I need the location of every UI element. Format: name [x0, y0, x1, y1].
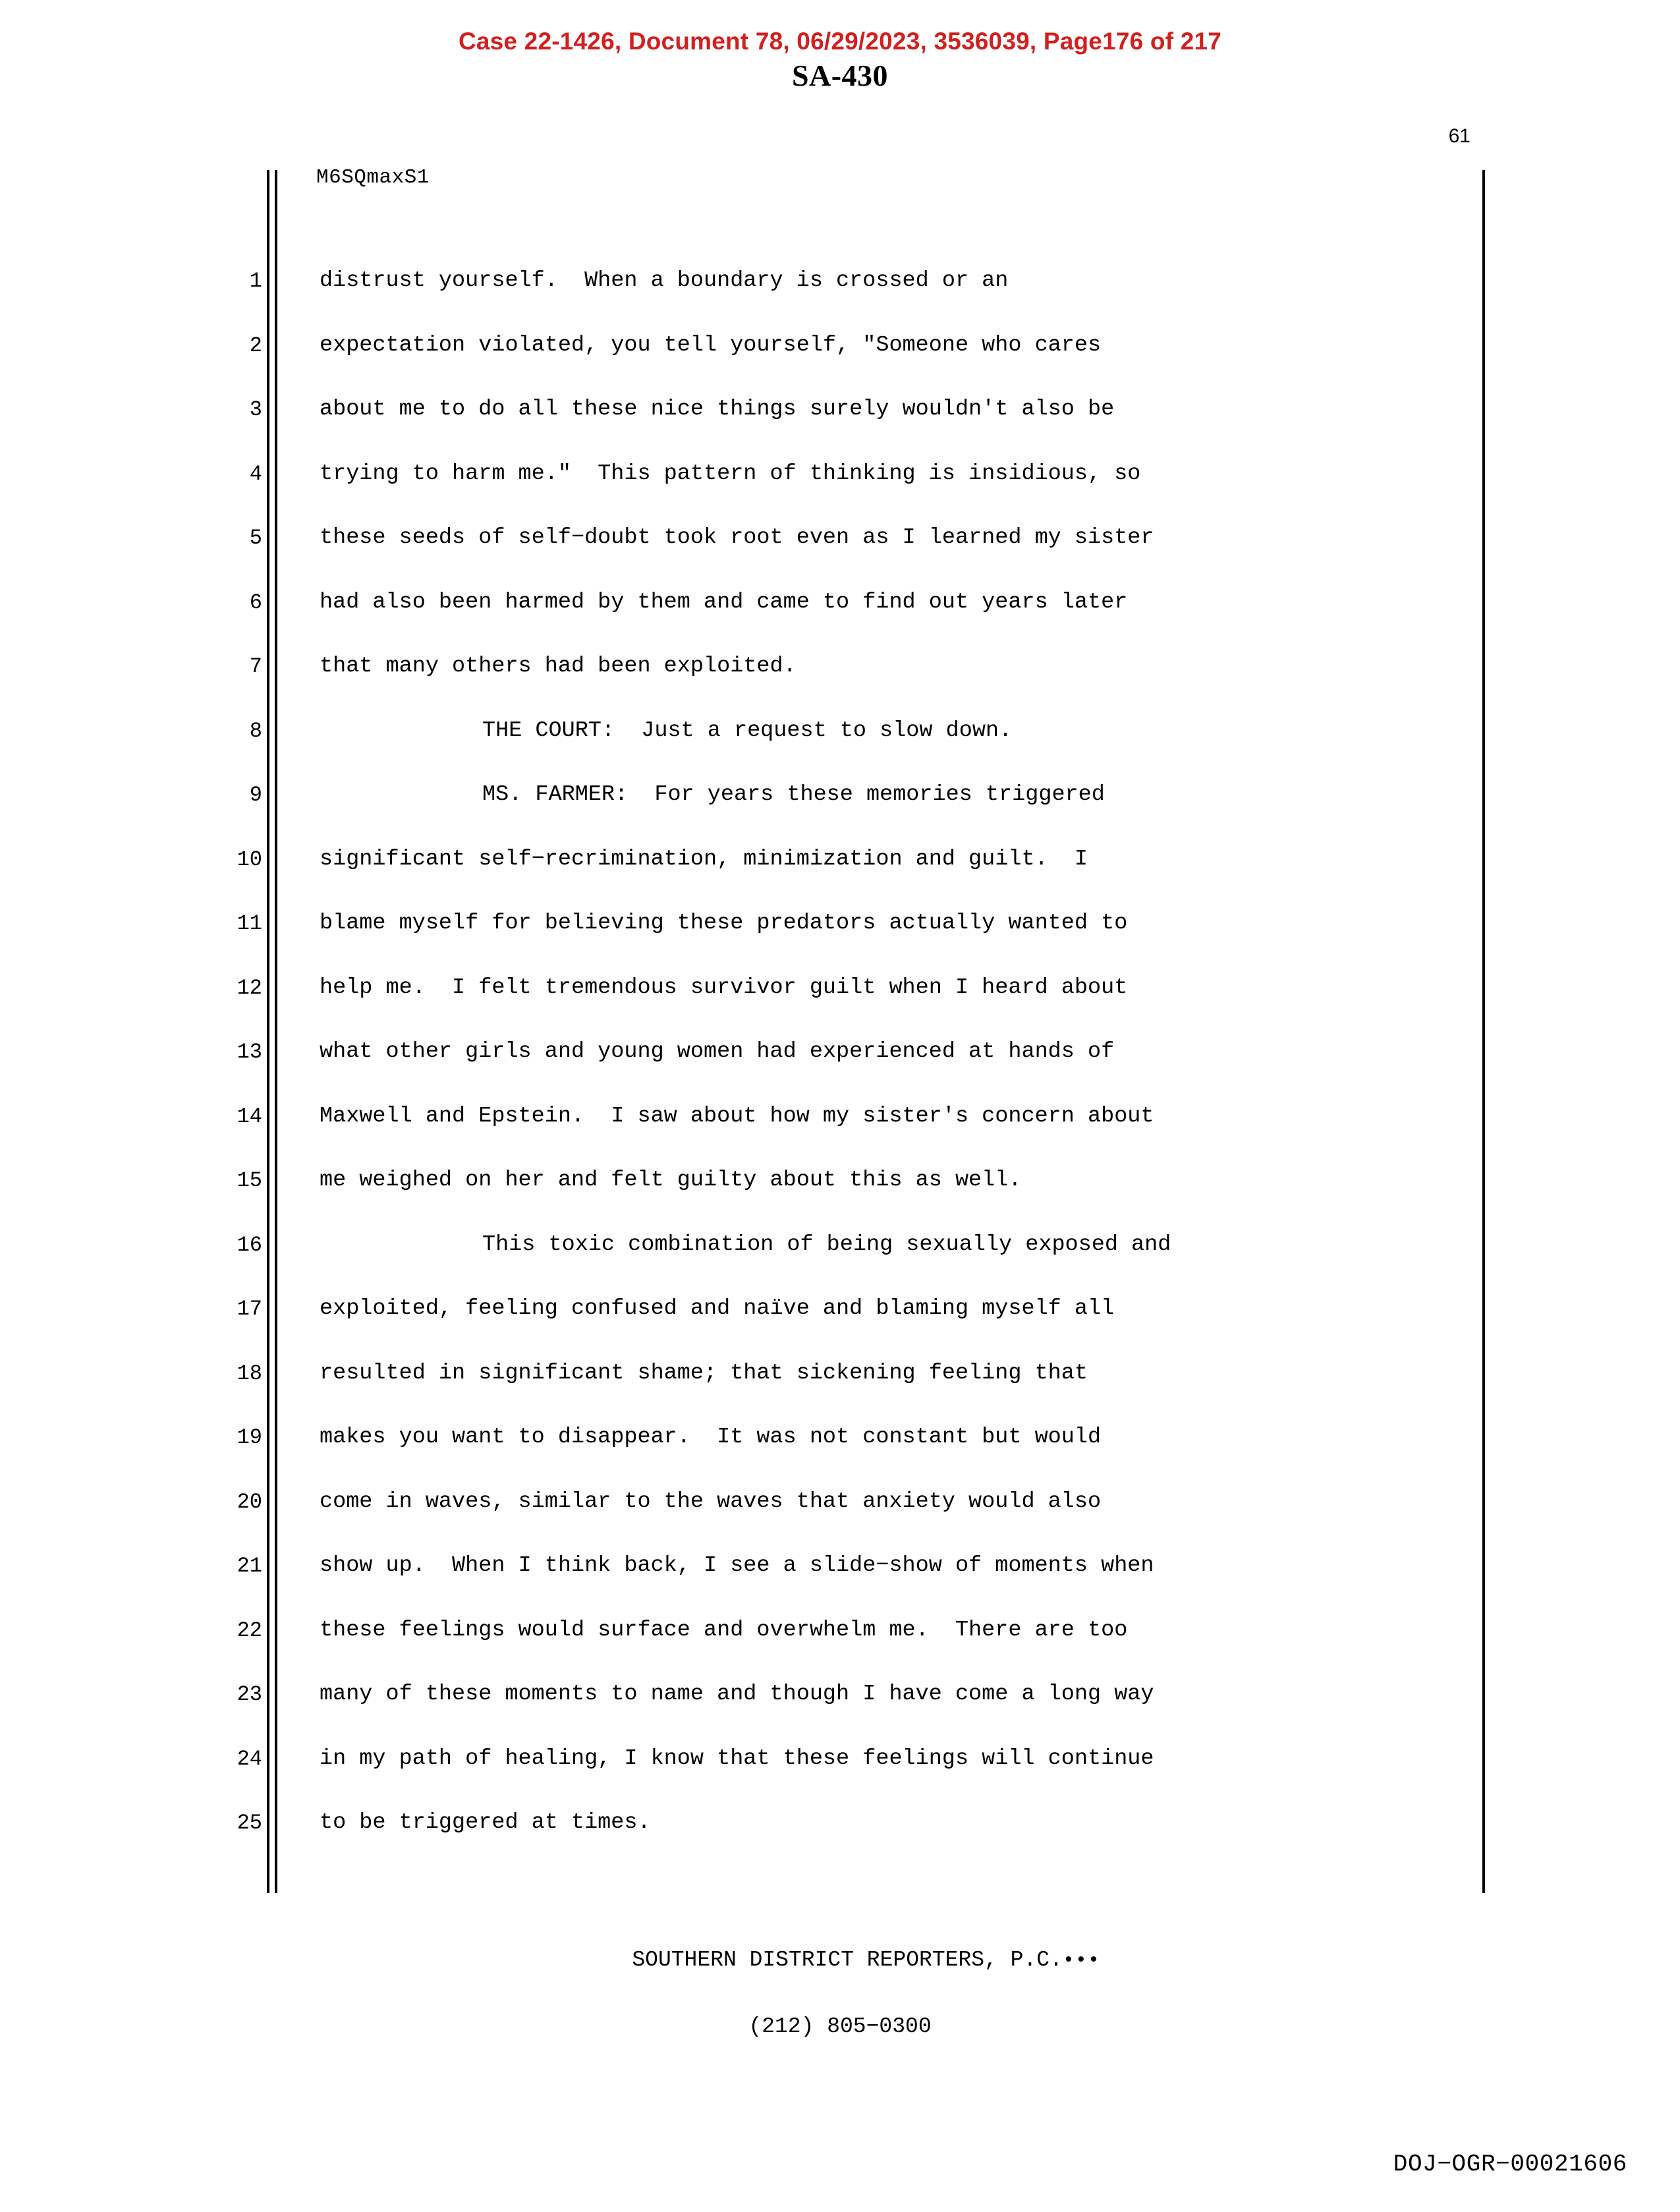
transcript-line-text: in my path of healing, I know that these feelings will continue: [320, 1745, 1154, 1771]
page-footer: [0, 1911, 1680, 2109]
transcript-line-text: these seeds of self−doubt took root even as I learned my sister: [320, 525, 1154, 550]
transcript-line-number: 25: [237, 1811, 262, 1835]
transcript-body: [217, 249, 1489, 1856]
transcript-line: [217, 1599, 1489, 1663]
transcript-line-number: 5: [249, 526, 262, 550]
transcript-line-text: show up. When I think back, I see a slide−show of moments when: [320, 1553, 1154, 1578]
transcript-doc-id: M6SQmaxS1: [316, 166, 430, 189]
transcript-line-number: 7: [249, 654, 262, 679]
transcript-line-number: 22: [237, 1618, 262, 1643]
transcript-line-text: come in waves, similar to the waves that anxiety would also: [320, 1489, 1102, 1514]
transcript-line-text: trying to harm me." This pattern of thinking is insidious, so: [320, 461, 1141, 486]
transcript-line-number: 14: [237, 1104, 262, 1129]
transcript-line-text: Maxwell and Epstein. I saw about how my sister's concern about: [320, 1103, 1154, 1129]
transcript-line-number: 10: [237, 847, 262, 872]
transcript-line-text: me weighed on her and felt guilty about this as well.: [320, 1168, 1022, 1193]
transcript-line-number: 16: [237, 1232, 262, 1257]
transcript-line: [217, 571, 1489, 635]
transcript-line-text: exploited, feeling confused and naïve and blaming myself all: [320, 1296, 1115, 1321]
transcript-line: [217, 699, 1489, 764]
transcript-line-number: 23: [237, 1682, 262, 1707]
transcript-line-number: 1: [249, 269, 262, 293]
reporter-phone: (212) 805−0300: [748, 2014, 932, 2039]
transcript-line: [217, 1405, 1489, 1470]
transcript-line: [217, 249, 1489, 314]
transcript-line-text: makes you want to disappear. It was not constant but would: [320, 1425, 1102, 1450]
transcript-line: [217, 1149, 1489, 1213]
transcript-line-number: 15: [237, 1168, 262, 1193]
transcript-line-text: MS. FARMER: For years these memories triggered: [482, 782, 1105, 807]
transcript-line-number: 20: [237, 1489, 262, 1514]
transcript-line-text: resulted in significant shame; that sickening feeling that: [320, 1360, 1088, 1386]
transcript-line: [217, 763, 1489, 828]
transcript-line: [217, 1277, 1489, 1342]
transcript-line-text: THE COURT: Just a request to slow down.: [482, 718, 1013, 743]
transcript-line: [217, 442, 1489, 507]
transcript-line-number: 19: [237, 1425, 262, 1450]
ecf-header-stamp: Case 22-1426, Document 78, 06/29/2023, 3536039, Page176 of 217: [458, 28, 1222, 55]
transcript-line: [217, 314, 1489, 378]
transcript-line-text: This toxic combination of being sexually exposed and: [482, 1232, 1171, 1257]
bates-number: DOJ−OGR−00021606: [1393, 2151, 1627, 2178]
transcript-line-number: 3: [249, 397, 262, 422]
transcript-line: [217, 892, 1489, 956]
transcript-line-number: 21: [237, 1554, 262, 1578]
transcript-line-text: that many others had been exploited.: [320, 654, 797, 679]
transcript-line: [217, 1020, 1489, 1085]
transcript-line-text: blame myself for believing these predators actually wanted to: [320, 911, 1128, 936]
reporter-name: SOUTHERN DISTRICT REPORTERS, P.C.: [632, 1948, 1063, 1972]
transcript-line-text: expectation violated, you tell yourself, "Someone who cares: [320, 332, 1102, 358]
transcript-line-number: 4: [249, 461, 262, 486]
transcript-line-number: 9: [249, 783, 262, 807]
transcript-line: [217, 1727, 1489, 1792]
transcript-line-number: 17: [237, 1297, 262, 1321]
appendix-page-label: SA-430: [791, 59, 889, 92]
transcript-line: [217, 378, 1489, 442]
transcript-line: [217, 1342, 1489, 1406]
transcript-line-number: 2: [249, 333, 262, 358]
transcript-line: [217, 956, 1489, 1021]
transcript-line: [217, 1791, 1489, 1856]
transcript-line-number: 13: [237, 1040, 262, 1064]
reporter-dots: •••: [1062, 1950, 1100, 1972]
transcript-line-number: 11: [237, 911, 262, 936]
transcript-line-text: significant self−recrimination, minimization and guilt. I: [320, 846, 1088, 872]
transcript-line-text: these feelings would surface and overwhelm me. There are too: [320, 1617, 1128, 1643]
transcript-line-text: many of these moments to name and though I have come a long way: [320, 1682, 1154, 1707]
transcript-line-number: 18: [237, 1361, 262, 1386]
transcript-line-number: 12: [237, 975, 262, 1000]
transcript-line-text: what other girls and young women had experienced at hands of: [320, 1039, 1115, 1064]
transcript-line: [217, 828, 1489, 892]
transcript-line-text: about me to do all these nice things surely wouldn't also be: [320, 397, 1115, 422]
transcript-line: [217, 1470, 1489, 1535]
transcript-line-text: help me. I felt tremendous survivor guilt when I heard about: [320, 975, 1128, 1000]
transcript-line: [217, 1085, 1489, 1149]
transcript-line: [217, 506, 1489, 571]
transcript-line-number: 6: [249, 590, 262, 615]
transcript-line-text: distrust yourself. When a boundary is crossed or an: [320, 268, 1009, 293]
transcript-line-number: 8: [249, 718, 262, 743]
transcript-line: [217, 1213, 1489, 1278]
transcript-line-text: had also been harmed by them and came to find out years later: [320, 589, 1128, 615]
transcript-line: [217, 1534, 1489, 1599]
page-number: 61: [1448, 125, 1470, 147]
transcript-line: [217, 635, 1489, 699]
transcript-line-text: to be triggered at times.: [320, 1810, 651, 1835]
transcript-line-number: 24: [237, 1746, 262, 1771]
transcript-line: [217, 1662, 1489, 1727]
